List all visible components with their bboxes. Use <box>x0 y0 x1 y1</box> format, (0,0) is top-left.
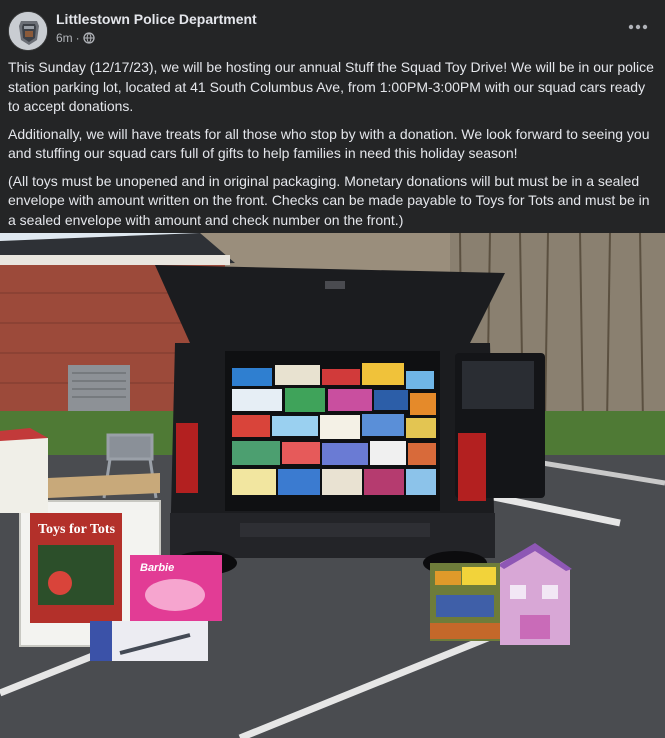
post-header <box>0 0 665 58</box>
globe-icon[interactable] <box>83 32 95 44</box>
police-badge-icon <box>9 12 48 51</box>
page-name-link[interactable]: Littlestown Police Department <box>56 11 257 27</box>
more-options-button[interactable] <box>625 18 651 36</box>
ellipsis-icon <box>628 24 648 30</box>
post-photo[interactable] <box>0 233 665 738</box>
post-body <box>8 58 658 238</box>
barbie-label: Barbie <box>140 562 175 574</box>
post-paragraph: This Sunday (12/17/23), we will be hosting our annual Stuff the Squad Toy Drive! We will be in our police station parking lot, located at 41 South Columbus Ave, from 1:00PM-3:00PM with our squad cars ready to accept donations. <box>8 59 654 114</box>
toy-drive-photo <box>0 233 665 738</box>
post-paragraph: (All toys must be unopened and in original packaging. Monetary donations will but must be in a sealed envelope with amount written on the front. Checks can be made payable to Toys for Tots and must be in a sealed envelope with amount and check number on the front.) <box>8 172 650 228</box>
toys-for-tots-label: Toys for Tots <box>38 522 116 537</box>
post-timestamp[interactable]: 6m <box>56 31 73 45</box>
post-meta <box>56 31 95 45</box>
meta-separator: · <box>75 31 80 45</box>
page-avatar[interactable] <box>8 11 48 51</box>
post-paragraph: Additionally, we will have treats for all those who stop by with a donation. We look forward to seeing you and stuffing our squad cars full of gifts to help families in need this holiday season! <box>8 125 650 161</box>
